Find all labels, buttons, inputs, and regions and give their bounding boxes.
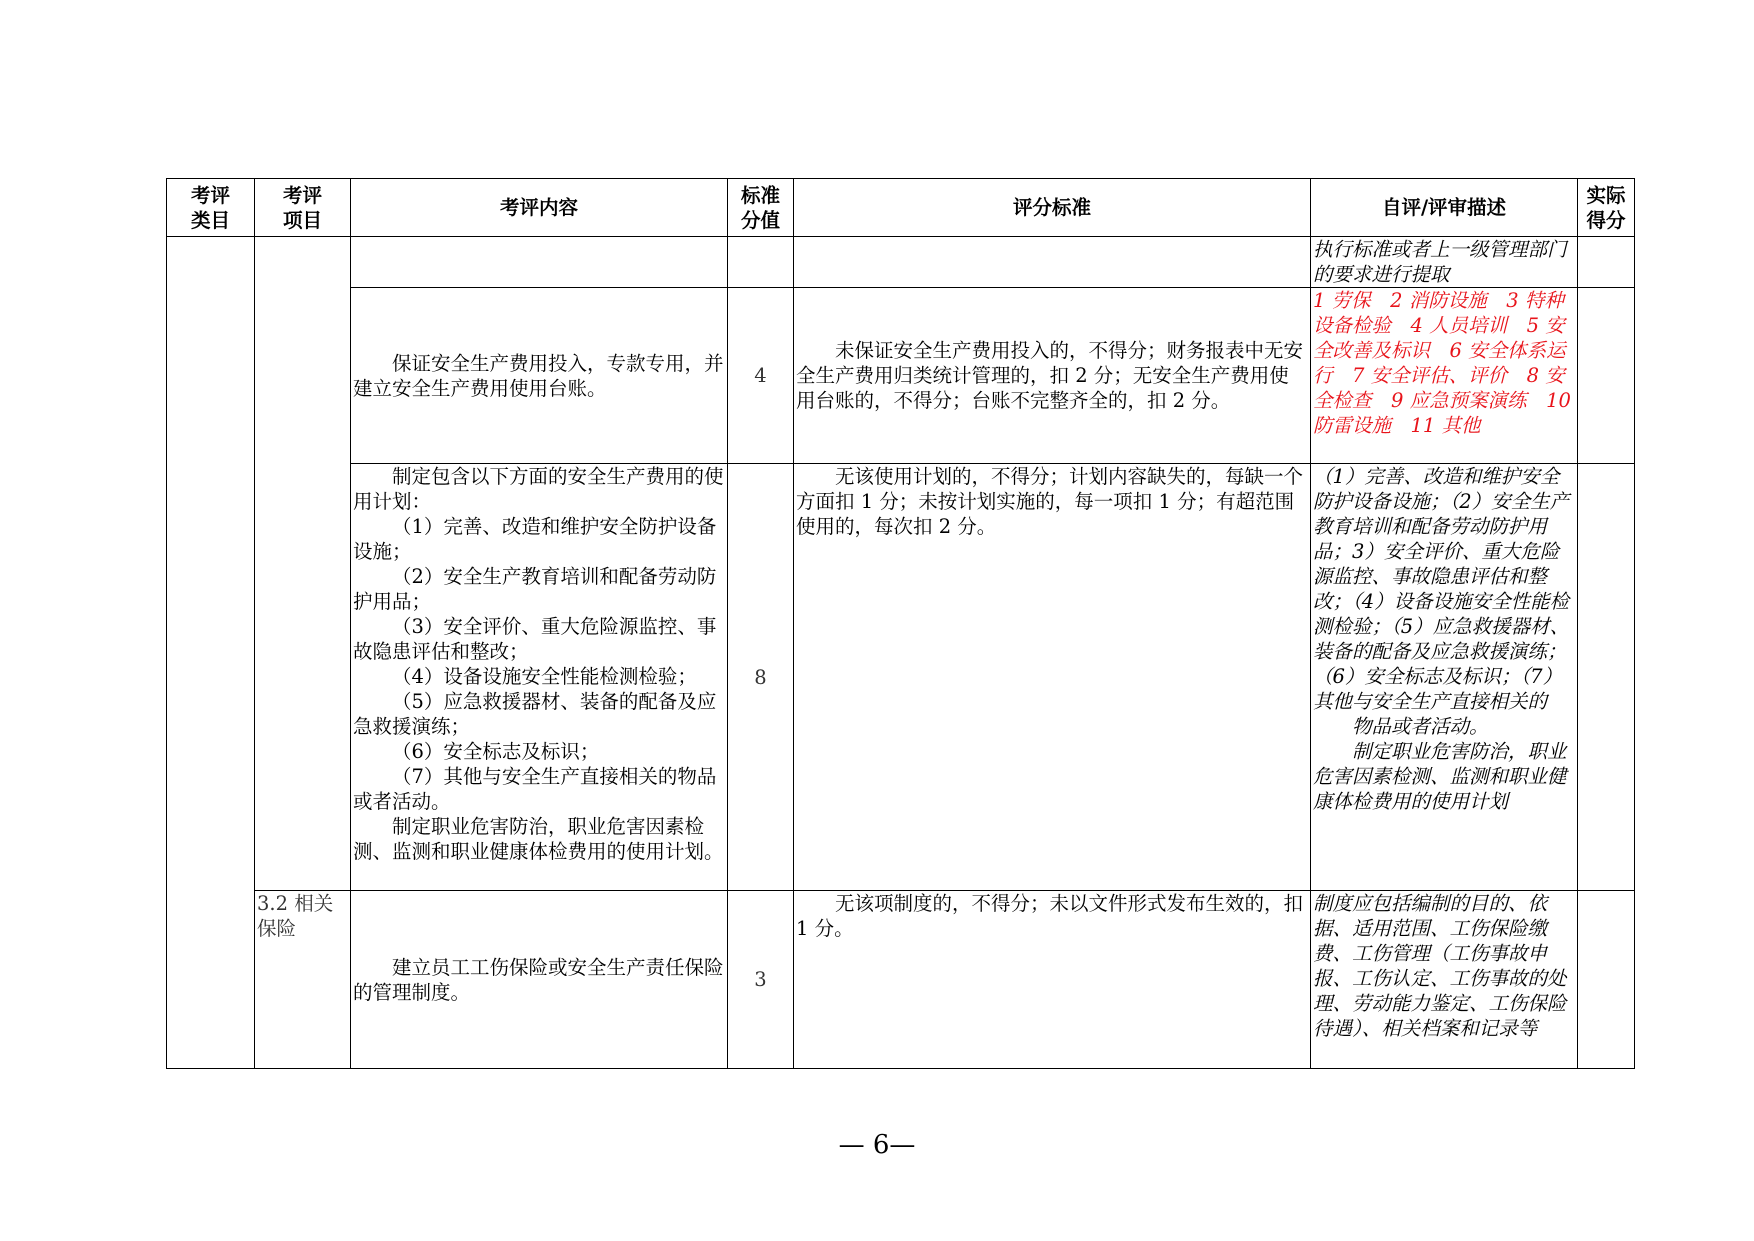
content-cell (351, 288, 728, 464)
self-eval-line: （1）完善、改造和维护安全防护设备设施；（2）安全生产教育培训和配备劳动防护用品；3）安全评价、重大危险源监控、事故隐患评估和整改；（4）设备设施安全性能检测检验；（5）应急救援器材、装备的配备及应急救援演练；（6）安全标志及标识；（7）其他与安全生产直接相关的 (1313, 465, 1570, 713)
actual-score-cell (1578, 237, 1635, 288)
content-line: （6）安全标志及标识； (392, 740, 600, 763)
content-cell (351, 464, 728, 891)
actual-score-cell (1578, 288, 1635, 464)
header-self-eval (1311, 179, 1578, 237)
category-cell (167, 237, 255, 1069)
header-content-label: 考评内容 (499, 196, 578, 219)
table-row (167, 464, 1635, 891)
table-row (167, 237, 1635, 288)
score-cell: 4 (728, 288, 794, 464)
header-criteria-label: 评分标准 (1012, 196, 1091, 219)
header-item-label: 考评 项目 (282, 183, 322, 232)
table-row (167, 891, 1635, 1069)
table-row (167, 288, 1635, 464)
criteria-text: 无该使用计划的，不得分；计划内容缺失的，每缺一个方面扣 1 分；未按计划实施的，每一项扣 1 分；有超范围使用的，每次扣 2 分。 (796, 465, 1304, 538)
content-line: （2）安全生产教育培训和配备劳动防护用品； (353, 565, 717, 613)
score-cell: 8 (728, 464, 794, 891)
header-row (167, 179, 1635, 237)
header-criteria (794, 179, 1311, 237)
content-line: 制定职业危害防治，职业危害因素检测、监测和职业健康体检费用的使用计划。 (353, 815, 724, 863)
content-line: （3）安全评价、重大危险源监控、事故隐患评估和整改； (353, 615, 717, 663)
self-eval-cell: 执行标准或者上一级管理部门的要求进行提取 (1311, 237, 1578, 288)
criteria-cell (794, 464, 1311, 891)
header-self-eval-label: 自评/评审描述 (1381, 196, 1507, 219)
self-eval-line: 物品或者活动。 (1352, 715, 1489, 738)
content-line: （4）设备设施安全性能检测检验； (392, 665, 697, 688)
content-cell (351, 891, 728, 1069)
item-cell (255, 237, 351, 891)
header-item (255, 179, 351, 237)
content-line: 制定包含以下方面的安全生产费用的使用计划： (353, 465, 724, 513)
header-actual-label: 实际 得分 (1586, 183, 1626, 232)
score-cell: 3 (728, 891, 794, 1069)
header-score (728, 179, 794, 237)
actual-score-cell (1578, 464, 1635, 891)
header-actual (1578, 179, 1635, 237)
self-eval-line: 制定职业危害防治，职业危害因素检测、监测和职业健康体检费用的使用计划 (1313, 740, 1567, 813)
actual-score-cell (1578, 891, 1635, 1069)
content-cell (351, 237, 728, 288)
content-line: （5）应急救援器材、装备的配备及应急救援演练； (353, 690, 717, 738)
content-text: 保证安全生产费用投入，专款专用，并建立安全生产费用使用台账。 (353, 351, 724, 400)
criteria-cell (794, 891, 1311, 1069)
content-text: 建立员工工伤保险或安全生产责任保险的管理制度。 (353, 955, 724, 1004)
page-number: — 6— (838, 1130, 916, 1160)
self-eval-cell (1311, 464, 1578, 891)
evaluation-table (166, 178, 1635, 1069)
criteria-text: 未保证安全生产费用投入的，不得分；财务报表中无安全生产费用归类统计管理的，扣 2 分；无安全生产费用使用台账的，不得分；台账不完整齐全的，扣 2 分。 (796, 339, 1304, 412)
criteria-cell (794, 288, 1311, 464)
score-cell (728, 237, 794, 288)
self-eval-cell: 1 劳保 2 消防设施 3 特种设备检验 4 人员培训 5 安全改善及标识 6 安全体系运行 7 安全评估、评价 8 安全检查 9 应急预案演练 10 防雷设施 11 其他 (1311, 288, 1578, 464)
content-line: （1）完善、改造和维护安全防护设备设施； (353, 515, 717, 563)
self-eval-cell: 制度应包括编制的目的、依据、适用范围、工伤保险缴费、工伤管理（工伤事故申报、工伤认定、工伤事故的处理、劳动能力鉴定、工伤保险待遇）、相关档案和记录等 (1311, 891, 1578, 1069)
content-line: （7）其他与安全生产直接相关的物品或者活动。 (353, 765, 717, 813)
header-category-label: 考评 类目 (190, 183, 230, 232)
item-cell: 3.2 相关保险 (255, 891, 351, 1069)
header-score-label: 标准 分值 (740, 183, 780, 232)
criteria-text: 无该项制度的，不得分；未以文件形式发布生效的，扣 1 分。 (796, 892, 1304, 940)
criteria-cell (794, 237, 1311, 288)
header-category (167, 179, 255, 237)
header-content (351, 179, 728, 237)
